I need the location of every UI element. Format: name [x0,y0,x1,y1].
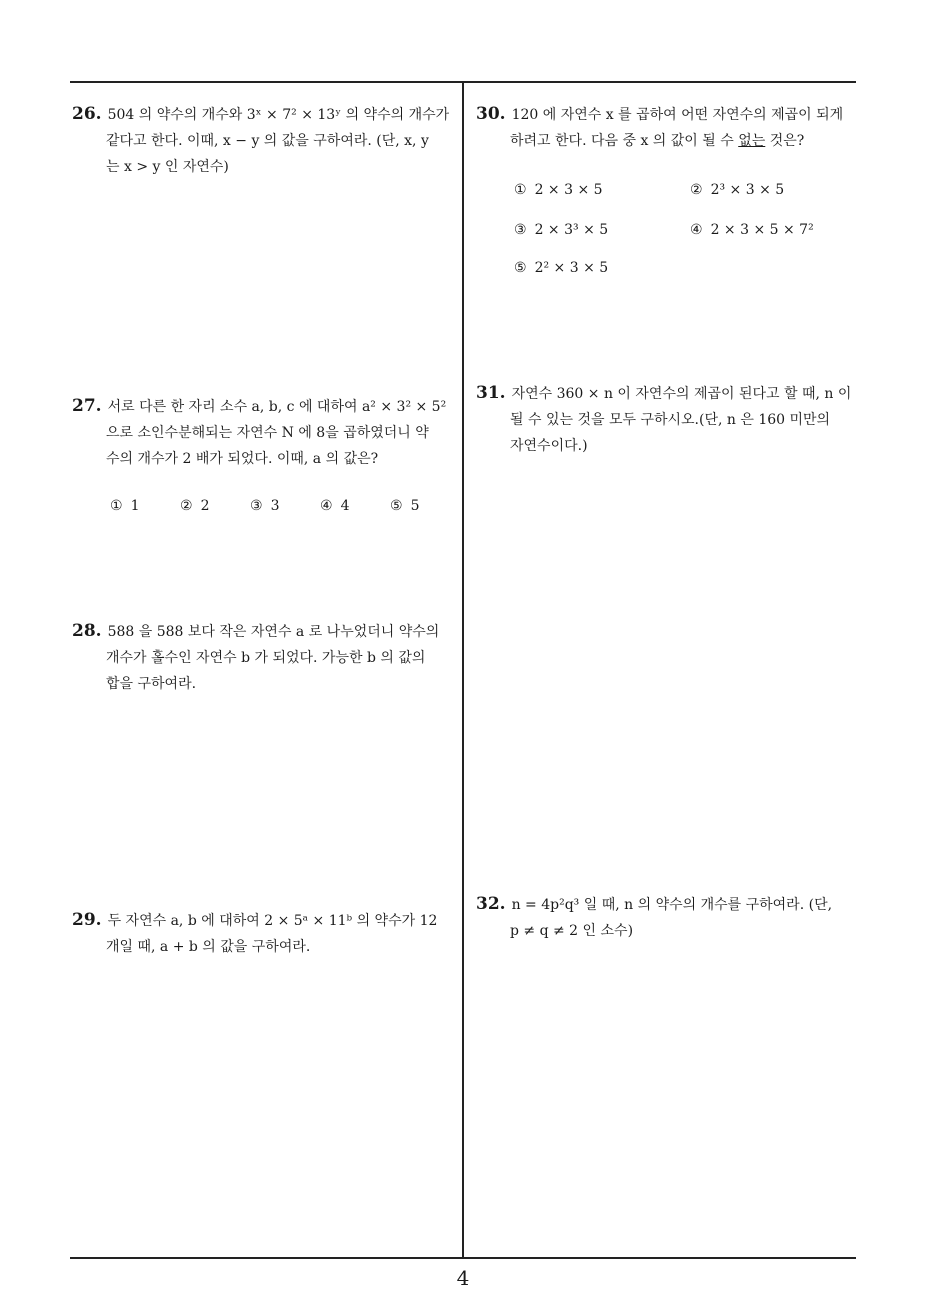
problem-30-choice-2 [690,182,784,198]
problem-28-line-1 [72,618,458,645]
problem-28-line-2: 개수가 홀수인 자연수 b 가 되었다. 가능한 b 의 값의 [106,650,426,666]
problem-27-choice-5 [390,498,419,514]
problem-30-text-2b: 것은? [765,133,805,149]
problem-31-number: 31. [476,383,506,403]
problem-26-text-1: 504 의 약수의 개수와 3ˣ × 7² × 13ʸ 의 약수의 개수가 [107,107,450,123]
problem-29-text-1: 두 자연수 a, b 에 대하여 2 × 5ᵃ × 11ᵇ 의 약수가 12 [107,913,438,929]
problem-27-choice-1 [110,498,139,514]
column-divider [462,81,464,1258]
choice-text: 2² × 3 × 5 [534,260,609,276]
problem-26-line-2: 같다고 한다. 이때, x − y 의 값을 구하여라. (단, x, y [106,133,429,149]
choice-text: 2³ × 3 × 5 [710,182,785,198]
choice-mark: ⑤ [514,260,527,276]
choice-mark: ③ [250,498,263,514]
problem-27-line-3: 수의 개수가 2 배가 되었다. 이때, a 의 값은? [106,451,379,467]
problem-30-choice-3 [514,222,608,238]
problem-27-choice-4 [320,498,349,514]
choice-mark: ① [514,182,527,198]
choice-mark: ⑤ [390,498,403,514]
choice-text: 5 [410,498,420,514]
problem-28 [72,618,458,697]
problem-30-line-2 [476,128,858,154]
problem-31-line-1 [476,380,858,407]
problem-32-line-1 [476,891,858,918]
problem-27-choice-3 [250,498,279,514]
problem-27-line-2: 으로 소인수분해되는 자연수 N 에 8을 곱하였더니 약 [106,425,429,441]
problem-26-line-3: 는 x > y 인 자연수) [106,159,229,175]
problem-32 [476,891,858,944]
choice-text: 1 [130,498,140,514]
choice-text: 2 × 3 × 5 × 7² [710,222,814,238]
problem-28-number: 28. [72,621,102,641]
problem-32-line-2: p ≠ q ≠ 2 인 소수) [510,923,634,939]
problem-27-number: 27. [72,396,102,416]
problem-32-text-1: n = 4p²q³ 일 때, n 의 약수의 개수를 구하여라. (단, [511,897,833,913]
choice-text: 4 [340,498,350,514]
problem-30-choice-1 [514,182,603,198]
problem-26 [72,101,458,180]
choice-text: 2 × 3³ × 5 [534,222,609,238]
choice-text: 2 × 3 × 5 [534,182,603,198]
problem-30 [476,101,858,154]
choice-text: 3 [270,498,280,514]
problem-27-text-1: 서로 다른 한 자리 소수 a, b, c 에 대하여 a² × 3² × 5² [107,399,447,415]
problem-30-number: 30. [476,104,506,124]
problem-28-line-3: 합을 구하여라. [106,676,197,692]
choice-mark: ③ [514,222,527,238]
problem-31-line-3: 자연수이다.) [510,438,588,454]
problem-31-text-1: 자연수 360 × n 이 자연수의 제곱이 된다고 할 때, n 이 [511,386,852,402]
problem-26-line-1 [72,101,458,128]
problem-29-number: 29. [72,910,102,930]
choice-mark: ④ [320,498,333,514]
problem-30-choice-5 [514,260,608,276]
problem-29-line-2: 개일 때, a + b 의 값을 구하여라. [106,939,311,955]
page-number: 4 [456,1266,470,1290]
choice-mark: ② [690,182,703,198]
problem-30-underlined-word: 없는 [738,133,766,149]
problem-26-number: 26. [72,104,102,124]
problem-27 [72,393,458,472]
choice-mark: ④ [690,222,703,238]
problem-31 [476,380,858,459]
problem-31-line-2: 될 수 있는 것을 모두 구하시오.(단, n 은 160 미만의 [510,412,831,428]
problem-30-text-1: 120 에 자연수 x 를 곱하여 어떤 자연수의 제곱이 되게 [511,107,844,123]
problem-30-text-2a: 하려고 한다. 다음 중 x 의 값이 될 수 [510,133,739,149]
choice-mark: ① [110,498,123,514]
problem-27-choice-2 [180,498,209,514]
problem-29-line-1 [72,907,458,934]
problem-29 [72,907,458,960]
problem-30-choice-4 [690,222,814,238]
problem-28-text-1: 588 을 588 보다 작은 자연수 a 로 나누었더니 약수의 [107,624,440,640]
bottom-rule [70,1257,856,1259]
choice-mark: ② [180,498,193,514]
choice-text: 2 [200,498,210,514]
problem-30-line-1 [476,101,858,128]
problem-27-line-1 [72,393,458,420]
problem-32-number: 32. [476,894,506,914]
